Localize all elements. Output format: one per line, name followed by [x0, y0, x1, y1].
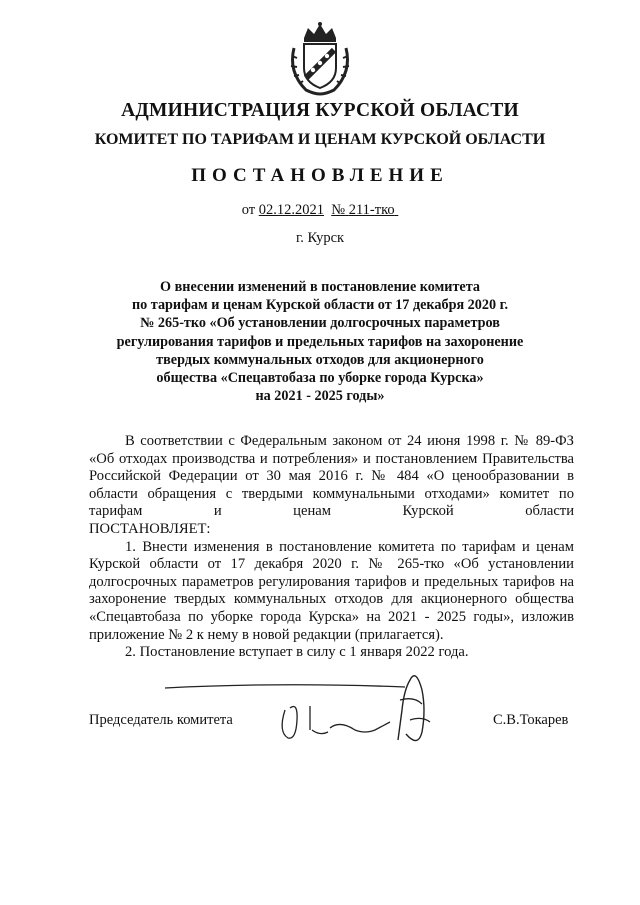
- preamble-paragraph: В соответствии с Федеральным законом от 24 июня 1998 г. № 89-ФЗ «Об отходах производства и потребления» и постановлением Правительства Российской Федерации от 30 мая 2016 г. № 484 «О ценообразовании в области обращения с твердыми коммунальными отходами» комитет по тарифам и ценам Курской области: [89, 433, 574, 520]
- subject-line: общества «Спецавтобаза по уборке города Курска»: [156, 370, 484, 387]
- subject-line: регулирования тарифов и предельных тарифов на захоронение: [116, 333, 524, 350]
- resolution-item-1: 1. Внести изменения в постановление комитета по тарифам и ценам Курской области от 17 декабря 2020 г. № 265-тко «Об установлении долгосрочных параметров регулирования тарифов и предельных тарифов на захоронение твердых коммунальных отходов для акционерного общества «Спецавтобаза по уборке города Курска» на 2021 - 2025 годы», изложив приложение № 2 к нему в новой редакции (прилагается).: [89, 538, 574, 643]
- number-prefix: №: [331, 202, 346, 218]
- document-subject: [100, 278, 540, 405]
- subject-line: по тарифам и ценам Курской области от 17 декабря 2020 г.: [131, 297, 508, 314]
- city: г. Курск: [295, 230, 345, 246]
- resolution-item-2: 2. Постановление вступает в силу с 1 января 2022 года.: [125, 644, 469, 661]
- document-date: 02.12.2021: [258, 202, 324, 218]
- date-number-line: [0, 202, 640, 219]
- subject-line: на 2021 - 2025 годы»: [255, 388, 385, 405]
- date-prefix: от: [241, 202, 256, 218]
- document-number: 211-тко: [348, 202, 395, 218]
- signatory-name: С.В.Токарев: [493, 712, 569, 728]
- agency-title: АДМИНИСТРАЦИЯ КУРСКОЙ ОБЛАСТИ: [121, 100, 519, 121]
- document-type: ПОСТАНОВЛЕНИЕ: [191, 165, 449, 186]
- subject-line: № 265-тко «Об установлении долгосрочных параметров: [140, 315, 500, 332]
- committee-title: КОМИТЕТ ПО ТАРИФАМ И ЦЕНАМ КУРСКОЙ ОБЛАСТИ: [94, 131, 546, 148]
- resolves-line: ПОСТАНОВЛЯЕТ:: [89, 520, 211, 537]
- signatory-title: Председатель комитета: [89, 712, 233, 728]
- handwritten-signature-icon: [160, 660, 460, 750]
- kursk-coat-of-arms-icon: [284, 20, 356, 96]
- subject-line: О внесении изменений в постановление комитета: [160, 279, 480, 295]
- subject-line: твердых коммунальных отходов для акционерного: [156, 351, 484, 368]
- document-body: [89, 433, 574, 662]
